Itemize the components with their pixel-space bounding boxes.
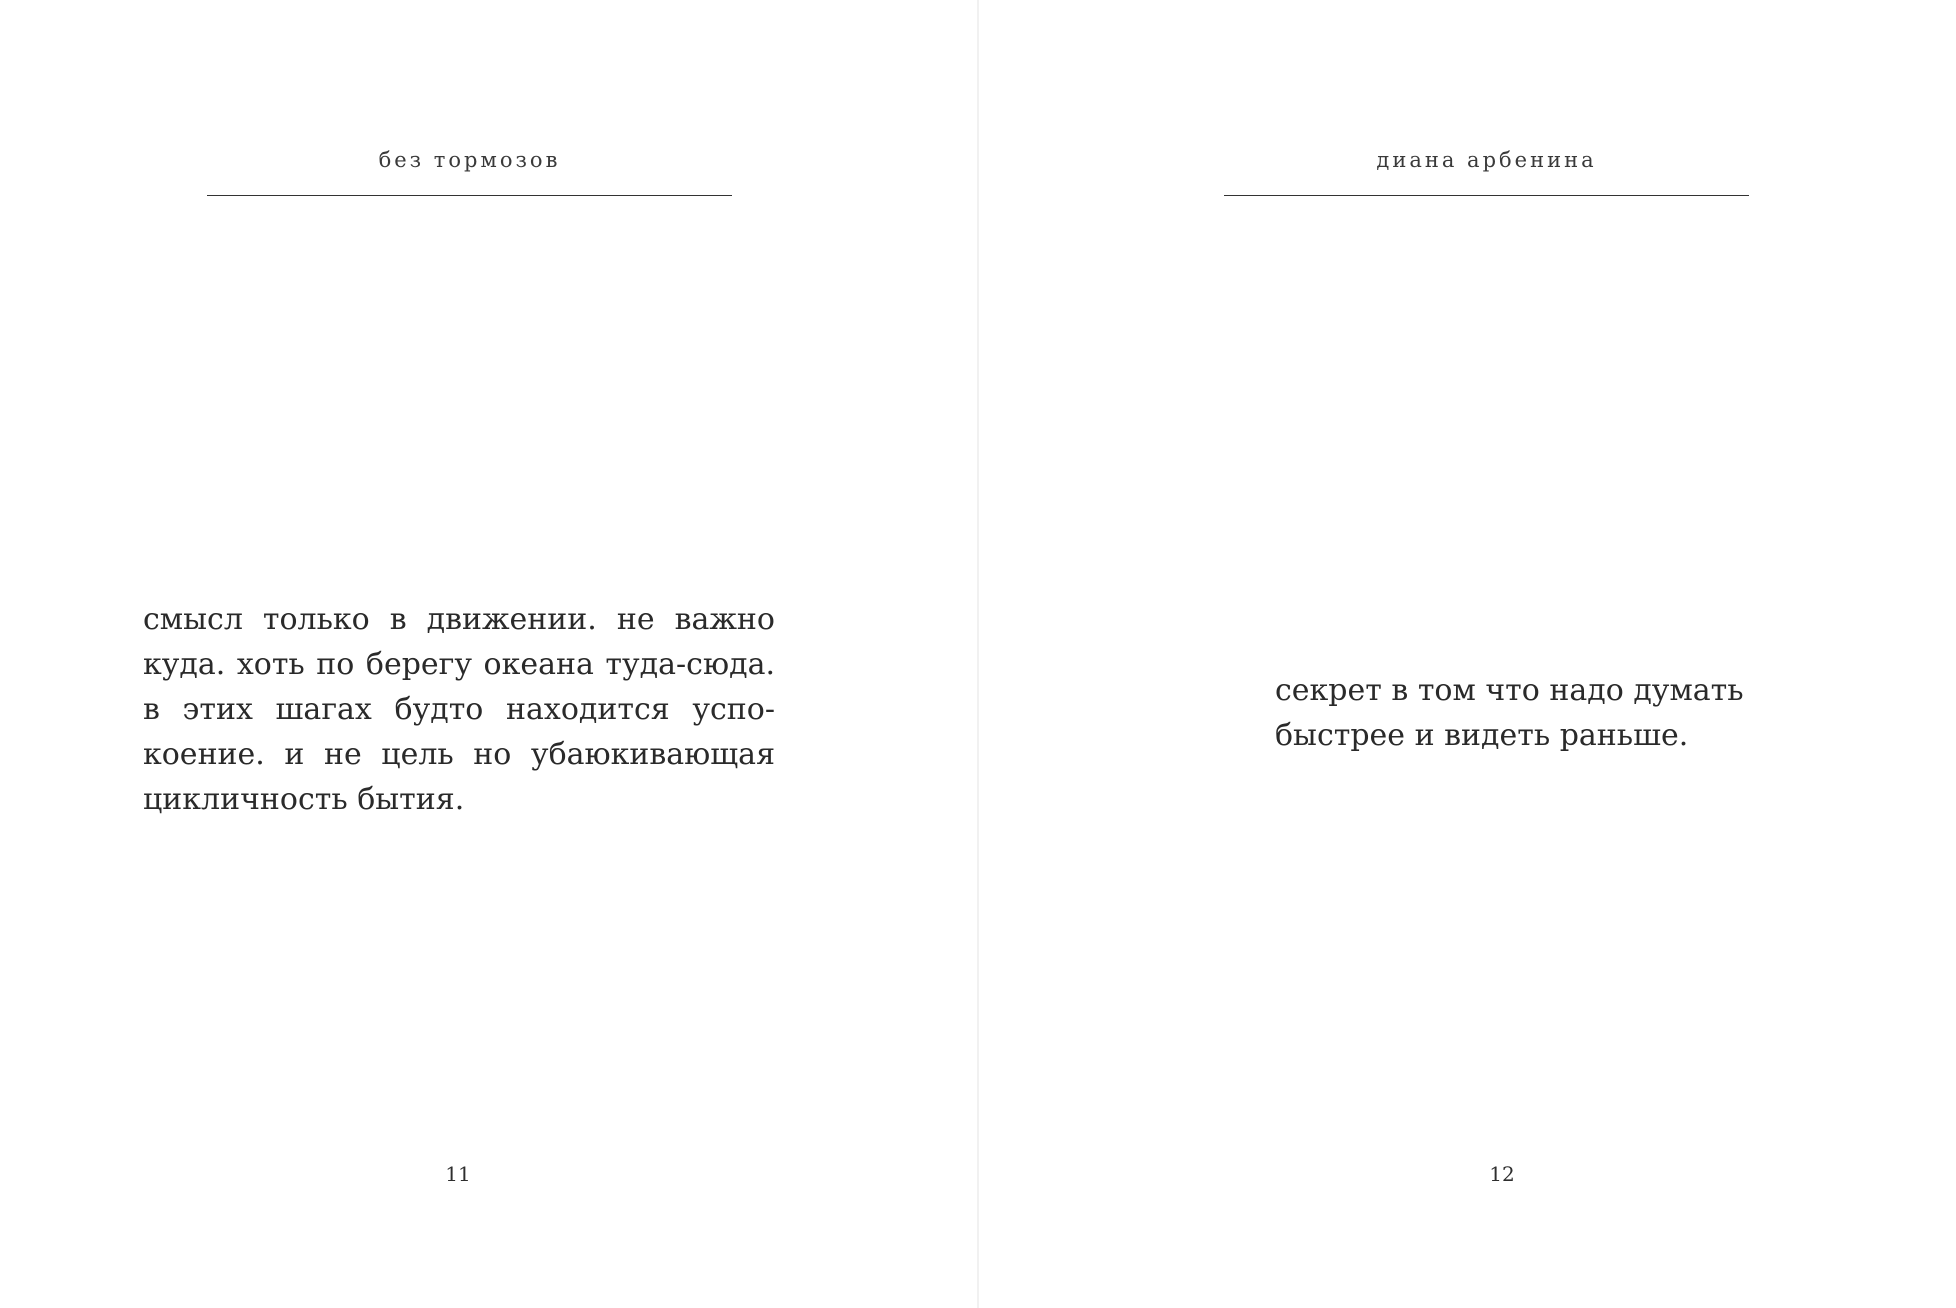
left-page-body	[143, 597, 775, 822]
running-head-rule	[1224, 195, 1749, 196]
right-page	[978, 0, 1956, 1308]
text-line: в этих шагах будто находится успо-	[143, 692, 775, 727]
page-number: 12	[1489, 1162, 1515, 1186]
text-line: коение. и не цель но убаюкивающая	[143, 737, 775, 772]
page-number: 11	[445, 1162, 471, 1186]
running-head-book-title: без тормозов	[378, 148, 561, 172]
right-page-body	[1275, 668, 1745, 758]
running-head-rule	[207, 195, 732, 196]
text-line: смысл только в движении. не важно	[143, 602, 775, 637]
text-line: куда. хоть по берегу океана туда-сюда.	[143, 647, 775, 682]
running-head-author: диана арбенина	[1376, 148, 1597, 172]
text-line: секрет в том что надо думать	[1275, 673, 1744, 708]
text-line: цикличность бытия.	[143, 782, 465, 817]
text-line: быстрее и видеть раньше.	[1275, 718, 1689, 753]
